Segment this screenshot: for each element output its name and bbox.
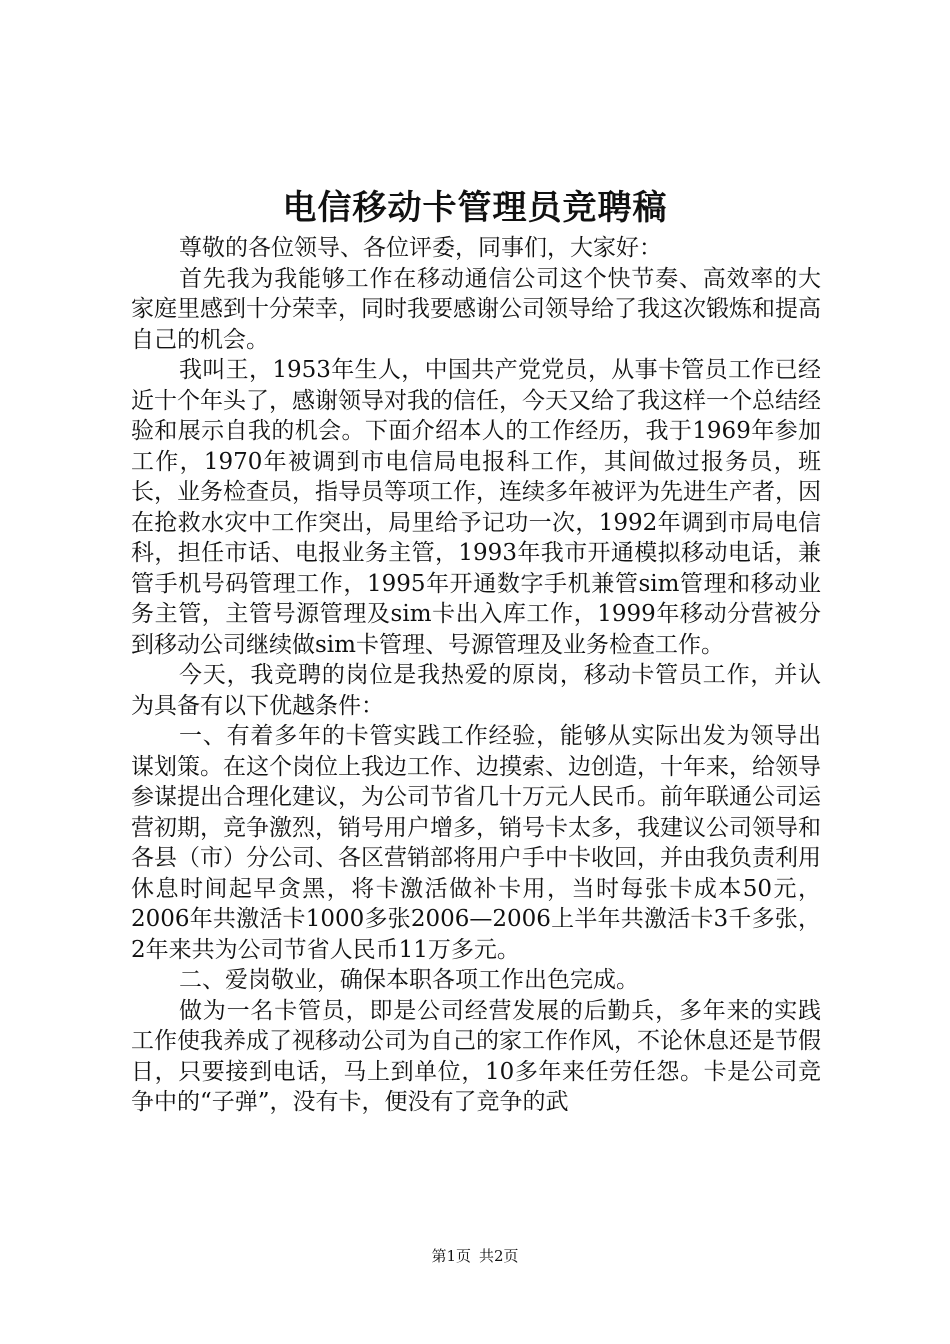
greeting-paragraph: 尊敬的各位领导、各位评委，同事们，大家好：	[179, 235, 662, 261]
page-total: 共2页	[479, 1247, 519, 1265]
body-paragraph: 首先我为我能够工作在移动通信公司这个快节奏、高效率的大家庭里感到十分荣幸，同时我要感谢公司领导给了我这次锻炼和提高自己的机会。	[131, 265, 821, 353]
body-paragraph: 一、有着多年的卡管实践工作经验，能够从实际出发为领导出谋划策。在这个岗位上我边工作、边摸索、边创造，十年来，给领导参谋提出合理化建议，为公司节省几十万元人民币。前年联通公司运营初期，竞争激烈，销号用户增多，销号卡太多，我建议公司领导和各县（市）分公司、各区营销部将用户手中卡收回，并由我负责利用休息时间起早贪黑，将卡激活做补卡用，当时每张卡成本50元，2006年共激活卡1000多张2006—2006上半年共激活卡3千多张，2年来共为公司节省人民币11万多元。	[131, 723, 821, 963]
page-footer	[0, 1244, 950, 1268]
section-heading: 二、爱岗敬业，确保本职各项工作出色完成。	[179, 967, 639, 993]
document-body	[131, 233, 821, 1118]
document-title: 电信移动卡管理员竞聘稿	[282, 188, 668, 228]
body-paragraph: 今天，我竞聘的岗位是我热爱的原岗，移动卡管员工作，并认为具备有以下优越条件：	[131, 662, 821, 719]
page-number: 第1页	[431, 1247, 471, 1265]
body-paragraph: 我叫王，1953年生人，中国共产党党员，从事卡管员工作已经近十个年头了，感谢领导对我的信任，今天又给了我这样一个总结经验和展示自我的机会。下面介绍本人的工作经历，我于1969年参加工作，1970年被调到市电信局电报科工作，其间做过报务员，班长，业务检查员，指导员等项工作，连续多年被评为先进生产者，因在抢救水灾中工作突出，局里给予记功一次，1992年调到市局电信科，担任市话、电报业务主管，1993年我市开通模拟移动电话，兼管手机号码管理工作，1995年开通数字手机兼管sim管理和移动业务主管，主管号源管理及sim卡出入库工作，1999年移动分营被分到移动公司继续做sim卡管理、号源管理及业务检查工作。	[131, 357, 821, 658]
body-paragraph: 做为一名卡管员，即是公司经营发展的后勤兵，多年来的实践工作使我养成了视移动公司为自己的家工作作风，不论休息还是节假日，只要接到电话，马上到单位，10多年来任劳任怨。卡是公司竞争中的“子弹”，没有卡，便没有了竞争的武	[131, 997, 821, 1115]
